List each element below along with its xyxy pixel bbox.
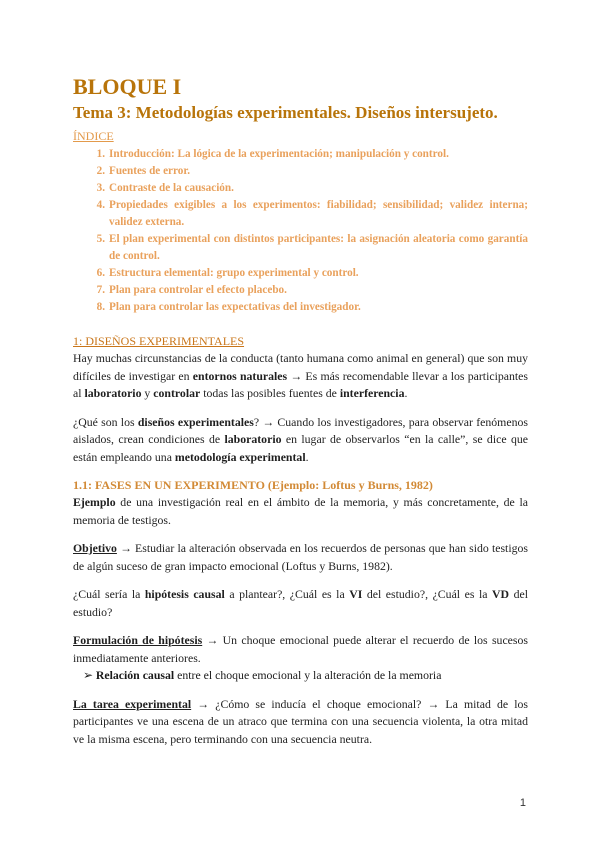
arrow-bullet-icon: ➢ (83, 668, 93, 682)
paragraph-hipotesis-question: ¿Cuál sería la hipótesis causal a plantear?, ¿Cuál es la VI del estudio?, ¿Cuál es la VD del estudio? (73, 587, 528, 619)
tema-title: Tema 3: Metodologías experimentales. Diseños intersujeto. (73, 103, 498, 122)
paragraph-que-son: ¿Qué son los diseños experimentales? → Cuando los investigadores, para observar fenómenos aislados, crean condiciones de laboratorio en lugar de observarlos “en la calle”, se dice que están empleando una metodología experimental. (73, 414, 528, 464)
paragraph-intro: Hay muchas circunstancias de la conducta (tanto humana como animal en general) que son muy difíciles de investigar en entornos naturales → Es más recomendable llevar a los participantes al laboratorio y controlar todas las posibles fuentes de interferencia. (73, 351, 528, 400)
toc-item-text: Estructura elemental: grupo experimental y control. (109, 267, 359, 279)
toc-item-text: Contraste de la causación. (109, 182, 234, 194)
toc-item (96, 146, 528, 163)
toc-item-text: Plan para controlar las expectativas del investigador. (109, 301, 361, 313)
paragraph-ejemplo: Ejemplo de una investigación real en el ámbito de la memoria, y más concretamente, de la memoria de testigos. (73, 495, 528, 527)
paragraph-formulacion: Formulación de hipótesis → Un choque emocional puede alterar el recuerdo de los sucesos inmediatamente anteriores. (73, 633, 528, 665)
section-heading-disenos: 1: DISEÑOS EXPERIMENTALES (73, 334, 245, 348)
toc-item (96, 197, 528, 231)
paragraph-tarea: La tarea experimental → ¿Cómo se inducía el choque emocional? → La mitad de los participantes ve una escena de un atraco que termina con una secuencia violenta, la otra mitad ve la misma escena, pero terminando con una secuencia neutra. (73, 696, 528, 746)
toc-item-text: Fuentes de error. (109, 165, 191, 177)
toc-item-number: 8. (96, 301, 105, 313)
toc-item-text: Propiedades exigibles a los experimentos: fiabilidad; sensibilidad; validez interna; validez externa. (109, 199, 528, 228)
indice-heading: ÍNDICE (73, 129, 114, 143)
toc-item (96, 231, 528, 265)
toc-item-number: 6. (96, 267, 105, 279)
toc-item-text: Plan para controlar el efecto placebo. (109, 284, 287, 296)
toc-item-text: Introducción: La lógica de la experimentación; manipulación y control. (109, 148, 449, 160)
bloque-title: BLOQUE I (73, 74, 182, 99)
toc-item (96, 163, 528, 180)
toc-item-number: 7. (96, 284, 105, 296)
document-page (73, 72, 528, 748)
toc-item-number: 3. (96, 182, 105, 194)
page-number: 1 (519, 797, 526, 809)
section-heading-fases: 1.1: FASES EN UN EXPERIMENTO (Ejemplo: Loftus y Burns, 1982) (73, 478, 433, 492)
toc-item (96, 282, 528, 299)
toc-item-number: 1. (96, 148, 105, 160)
toc-item (96, 299, 528, 316)
toc-item (96, 265, 528, 282)
toc-item-text: El plan experimental con distintos participantes: la asignación aleatoria como garantía de control. (109, 233, 528, 262)
bullet-relacion-causal: ➢ Relación causal entre el choque emocional y la alteración de la memoria (83, 668, 442, 682)
paragraph-objetivo: Objetivo → Estudiar la alteración observada en los recuerdos de personas que han sido testigos de algún suceso de gran impacto emocional (Loftus y Burns, 1982). (73, 541, 528, 573)
toc-item-number: 4. (96, 199, 105, 211)
toc-item-number: 2. (96, 165, 105, 177)
toc-item-number: 5. (96, 233, 105, 245)
toc-item (96, 180, 528, 197)
table-of-contents (73, 146, 528, 316)
